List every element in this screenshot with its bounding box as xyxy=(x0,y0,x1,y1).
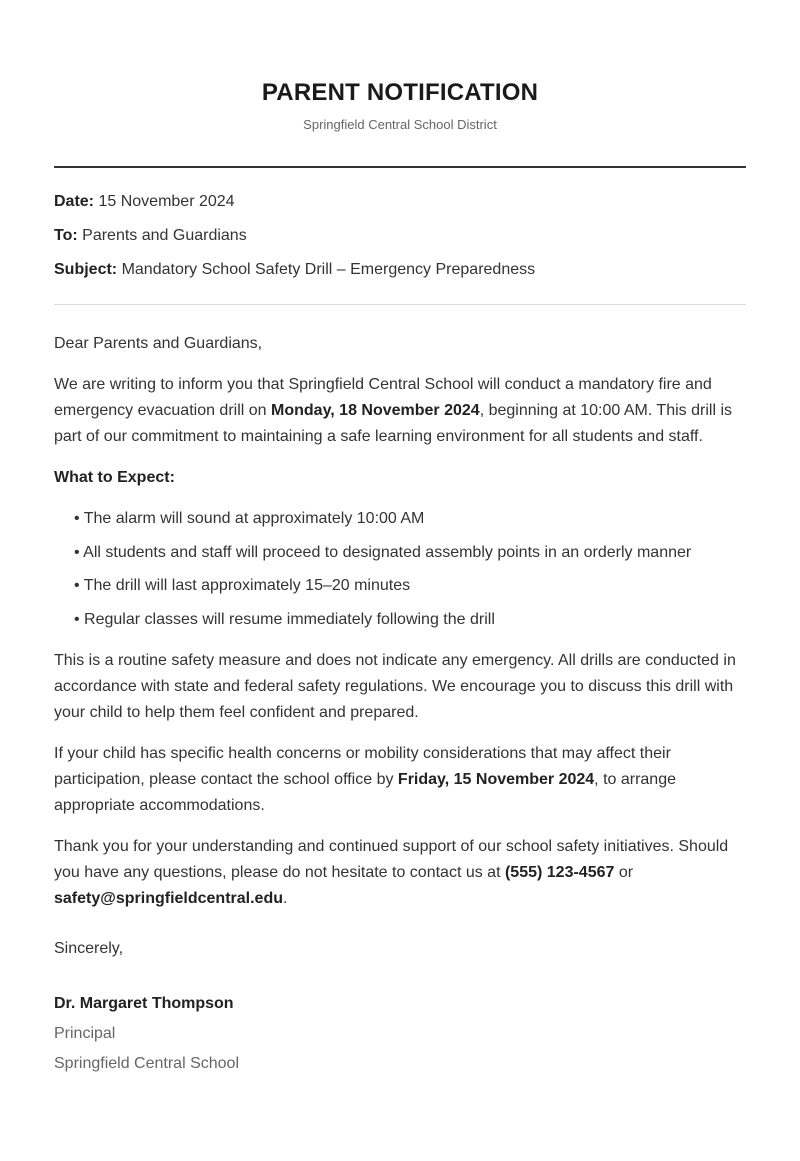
signer-school: Springfield Central School xyxy=(54,1054,239,1072)
thanks-text-a: Thank you for your understanding and continued support of our school safety initiatives. Should you have any questions, please do not hesitate to contact us at xyxy=(54,837,729,881)
routine-paragraph: This is a routine safety measure and does not indicate any emergency. All drills are conducted in accordance with state and federal safety regulations. We encourage you to discuss this drill with your child to help them feel confident and prepared. xyxy=(54,651,736,721)
list-item: • Regular classes will resume immediately following the drill xyxy=(74,610,495,628)
meta-to-value: Parents and Guardians xyxy=(82,227,247,244)
intro-text-b: , beginning at 10:00 AM. This drill is part of our commitment to maintaining a safe learning environment for all students and staff. xyxy=(54,402,732,445)
letter-header xyxy=(54,0,746,134)
signer-name: Dr. Margaret Thompson xyxy=(54,994,234,1012)
salutation: Dear Parents and Guardians, xyxy=(54,335,263,352)
letter-meta xyxy=(54,192,746,280)
expect-heading: What to Expect: xyxy=(54,469,175,486)
district-name: Springfield Central School District xyxy=(303,117,497,132)
meta-subject xyxy=(54,260,746,280)
letter-body xyxy=(54,331,746,1077)
intro-paragraph xyxy=(54,372,746,450)
contact-email: safety@springfieldcentral.edu xyxy=(54,889,283,907)
intro-text-a: We are writing to inform you that Springfield Central School will conduct a mandatory fire and emergency evacuation drill on xyxy=(54,376,712,419)
deadline-date: Friday, 15 November 2024 xyxy=(397,770,595,788)
expect-list xyxy=(54,506,746,633)
signer-role: Principal xyxy=(54,1024,116,1042)
signature-block xyxy=(54,991,746,1077)
meta-date-value: 15 November 2024 xyxy=(98,193,235,210)
health-paragraph xyxy=(54,741,746,819)
thanks-paragraph xyxy=(54,834,746,912)
health-text-a: If your child has specific health concerns or mobility considerations that may affect their participation, please contact the school office by xyxy=(54,744,671,788)
contact-phone: (555) 123-4567 xyxy=(504,863,615,881)
meta-to xyxy=(54,226,746,246)
meta-date xyxy=(54,192,746,212)
meta-subject-value: Mandatory School Safety Drill – Emergency Preparedness xyxy=(121,261,536,278)
meta-divider xyxy=(54,304,746,305)
page-title: PARENT NOTIFICATION xyxy=(261,79,539,106)
meta-subject-label: Subject: xyxy=(54,261,118,278)
health-text-b: , to arrange appropriate accommodations. xyxy=(54,770,676,814)
meta-to-label: To: xyxy=(54,227,78,244)
valediction: Sincerely, xyxy=(54,939,124,957)
thanks-end: . xyxy=(283,889,288,907)
list-item: • The drill will last approximately 15–20 minutes xyxy=(74,577,411,594)
header-divider xyxy=(54,166,746,168)
drill-date: Monday, 18 November 2024 xyxy=(271,402,480,419)
list-item: • All students and staff will proceed to designated assembly points in an orderly manner xyxy=(74,543,692,561)
list-item: • The alarm will sound at approximately 10:00 AM xyxy=(74,510,425,527)
meta-date-label: Date: xyxy=(54,193,95,210)
thanks-or: or xyxy=(614,863,634,881)
